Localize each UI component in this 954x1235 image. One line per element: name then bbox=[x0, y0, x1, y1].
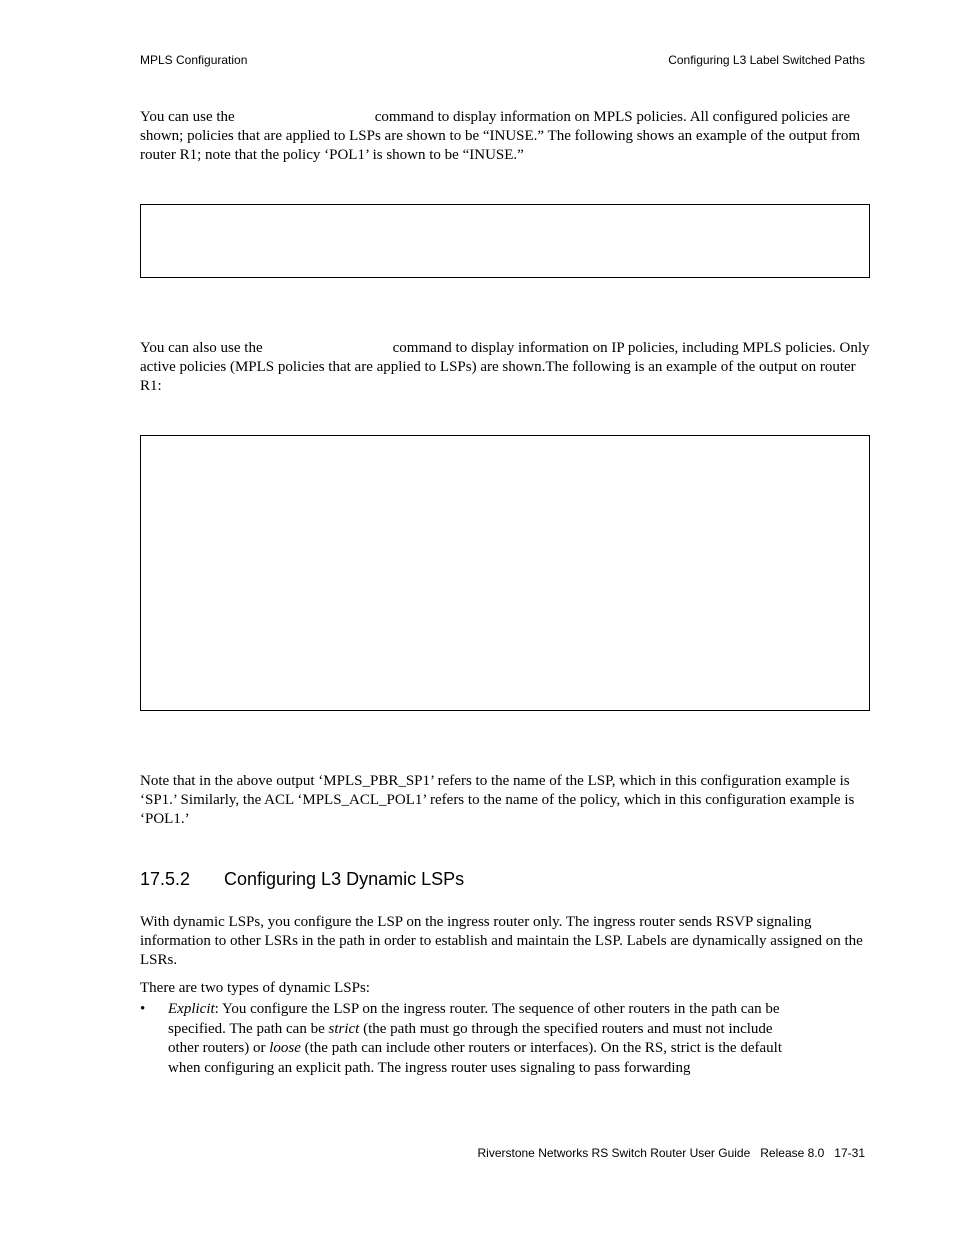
paragraph-output-note: Note that in the above output ‘MPLS_PBR_SP1’ refers to the name of the LSP, which in this configuration example is ‘SP1.’ Similarly, the ACL ‘MPLS_ACL_POL1’ refers to the name of the policy, which in this configuration example is ‘POL1.’ bbox=[140, 773, 855, 827]
bullet-text-part: (the path must go through the specified routers and must not include other routers) or bbox=[168, 1020, 773, 1056]
paragraph-dynamic-lsps: With dynamic LSPs, you configure the LSP on the ingress router only. The ingress router sends RSVP signaling information to other LSRs in the path in order to establish and maintain the LSP. Labels are dynamically assigned on the LSRs. bbox=[140, 914, 863, 968]
paragraph-mpls-policies bbox=[140, 108, 872, 165]
section-title: Configuring L3 Dynamic LSPs bbox=[224, 869, 465, 889]
term-strict: strict bbox=[328, 1020, 360, 1037]
bullet-icon: • bbox=[140, 1001, 146, 1017]
paragraph-ip-policies bbox=[140, 339, 872, 396]
code-output-box-mpls-policy bbox=[140, 204, 870, 278]
section-number: 17.5.2 bbox=[140, 869, 191, 889]
paragraph-rest: command to display information on IP policies, including MPLS policies. Only active policies (MPLS policies that are applied to LSPs) are shown.The following is an example of the output on router R1: bbox=[140, 340, 870, 394]
paragraph-lead: You can also use the bbox=[140, 340, 263, 356]
bullet-text bbox=[168, 1000, 788, 1078]
paragraph-types-intro: There are two types of dynamic LSPs: bbox=[140, 980, 370, 996]
code-output-box-ip-policy bbox=[140, 435, 870, 711]
paragraph-rest: command to display information on MPLS policies. All configured policies are shown; policies that are applied to LSPs are shown to be “INUSE.” The following shows an example of the output from router R1; note that the policy ‘POL1’ is shown to be “INUSE.” bbox=[140, 109, 860, 163]
running-header-left: MPLS Configuration bbox=[140, 53, 248, 67]
section-heading bbox=[140, 869, 464, 890]
bullet-text-part: (the path can include other routers or interfaces). On the RS, strict is the default when configuring an explicit path. The ingress router uses signaling to pass forwarding bbox=[168, 1040, 782, 1076]
term-explicit: Explicit bbox=[168, 1001, 215, 1017]
running-header-right: Configuring L3 Label Switched Paths bbox=[668, 53, 865, 67]
bullet-explicit bbox=[140, 1000, 872, 1078]
paragraph-lead: You can use the bbox=[140, 109, 235, 125]
page-footer: Riverstone Networks RS Switch Router User Guide Release 8.0 17-31 bbox=[477, 1146, 865, 1160]
bullet-text-part: : You configure the LSP on the ingress router. The sequence of other routers in the path can be specified. The path can be bbox=[168, 1001, 780, 1037]
term-loose: loose bbox=[269, 1040, 301, 1056]
